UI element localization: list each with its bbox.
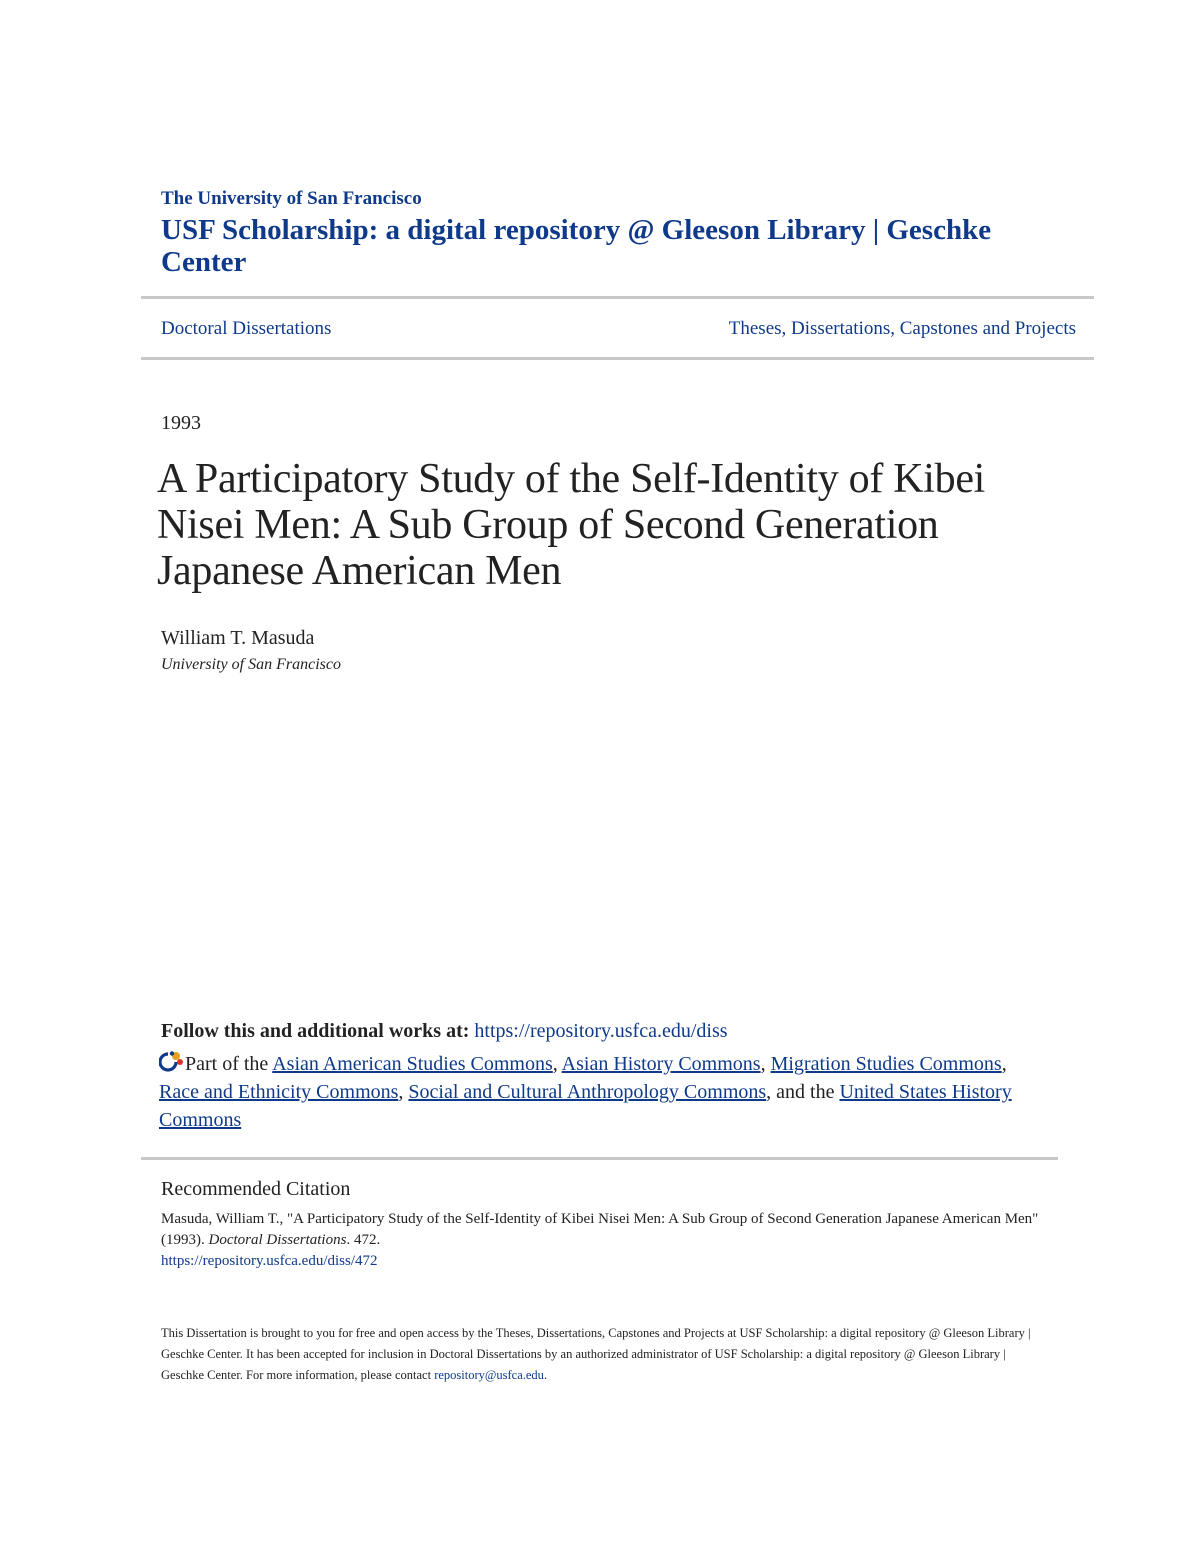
- commons-link-us-history[interactable]: United States History Commons: [159, 1081, 1012, 1131]
- network-icon: [159, 1051, 185, 1073]
- theses-dissertations-link[interactable]: Theses, Dissertations, Capstones and Projects: [728, 318, 1076, 339]
- author-affiliation: University of San Francisco: [161, 656, 341, 673]
- divider-citation: [141, 1157, 1058, 1160]
- notice-end: .: [543, 1368, 548, 1382]
- citation-heading: Recommended Citation: [161, 1178, 351, 1200]
- separator: ,: [398, 1081, 409, 1103]
- publication-year: 1993: [161, 412, 201, 434]
- separator: ,: [1001, 1053, 1007, 1075]
- citation-journal: Doctoral Dissertations: [208, 1232, 347, 1248]
- citation-body: [161, 1209, 1041, 1272]
- follow-url-link[interactable]: https://repository.usfca.edu/diss: [474, 1020, 728, 1042]
- doctoral-dissertations-link[interactable]: Doctoral Dissertations: [161, 318, 332, 339]
- contact-email-link[interactable]: repository@usfca.edu: [434, 1368, 544, 1382]
- divider-nav: [141, 357, 1094, 360]
- commons-link-social-cultural-anthropology[interactable]: Social and Cultural Anthropology Commons: [408, 1081, 767, 1103]
- commons-link-race-ethnicity[interactable]: Race and Ethnicity Commons: [159, 1081, 399, 1103]
- citation-text: Masuda, William T., "A Participatory Study of the Self-Identity of Kibei Nisei Men: A Sub Group of Second Generation Japanese American Men" (1993).: [161, 1211, 1039, 1248]
- access-notice: [161, 1323, 1041, 1386]
- commons-link-migration-studies[interactable]: Migration Studies Commons: [770, 1053, 1002, 1075]
- repository-title[interactable]: USF Scholarship: a digital repository @ Gleeson Library | Geschke Center: [161, 214, 992, 278]
- citation-number: . 472.: [346, 1232, 381, 1248]
- and-the-text: , and the: [766, 1081, 835, 1103]
- author-name: William T. Masuda: [161, 627, 315, 649]
- commons-link-asian-american-studies[interactable]: Asian American Studies Commons: [272, 1053, 553, 1075]
- notice-text: This Dissertation is brought to you for free and open access by the Theses, Dissertations, Capstones and Projects at USF Scholarship: a digital repository @ Gleeson Library | Geschke Center. It has been accepted for inclusion in Doctoral Dissertations by an authorized administrator of USF Scholarship: a digital repository @ Gleeson Library | Geschke Center. For more information, please contact: [161, 1326, 1031, 1382]
- citation-url-link[interactable]: https://repository.usfca.edu/diss/472: [161, 1253, 378, 1269]
- university-name: The University of San Francisco: [161, 188, 422, 209]
- separator: ,: [760, 1053, 771, 1075]
- follow-label: Follow this and additional works at:: [161, 1020, 470, 1042]
- separator: ,: [552, 1053, 562, 1075]
- part-of-prefix: Part of the: [185, 1053, 269, 1075]
- commons-link-asian-history[interactable]: Asian History Commons: [561, 1053, 761, 1075]
- divider-top: [141, 296, 1094, 299]
- dissertation-title: A Participatory Study of the Self-Identity of Kibei Nisei Men: A Sub Group of Second Generation Japanese American Men: [157, 456, 986, 594]
- part-of-commons: [159, 1050, 1039, 1134]
- follow-line: [161, 1020, 1061, 1043]
